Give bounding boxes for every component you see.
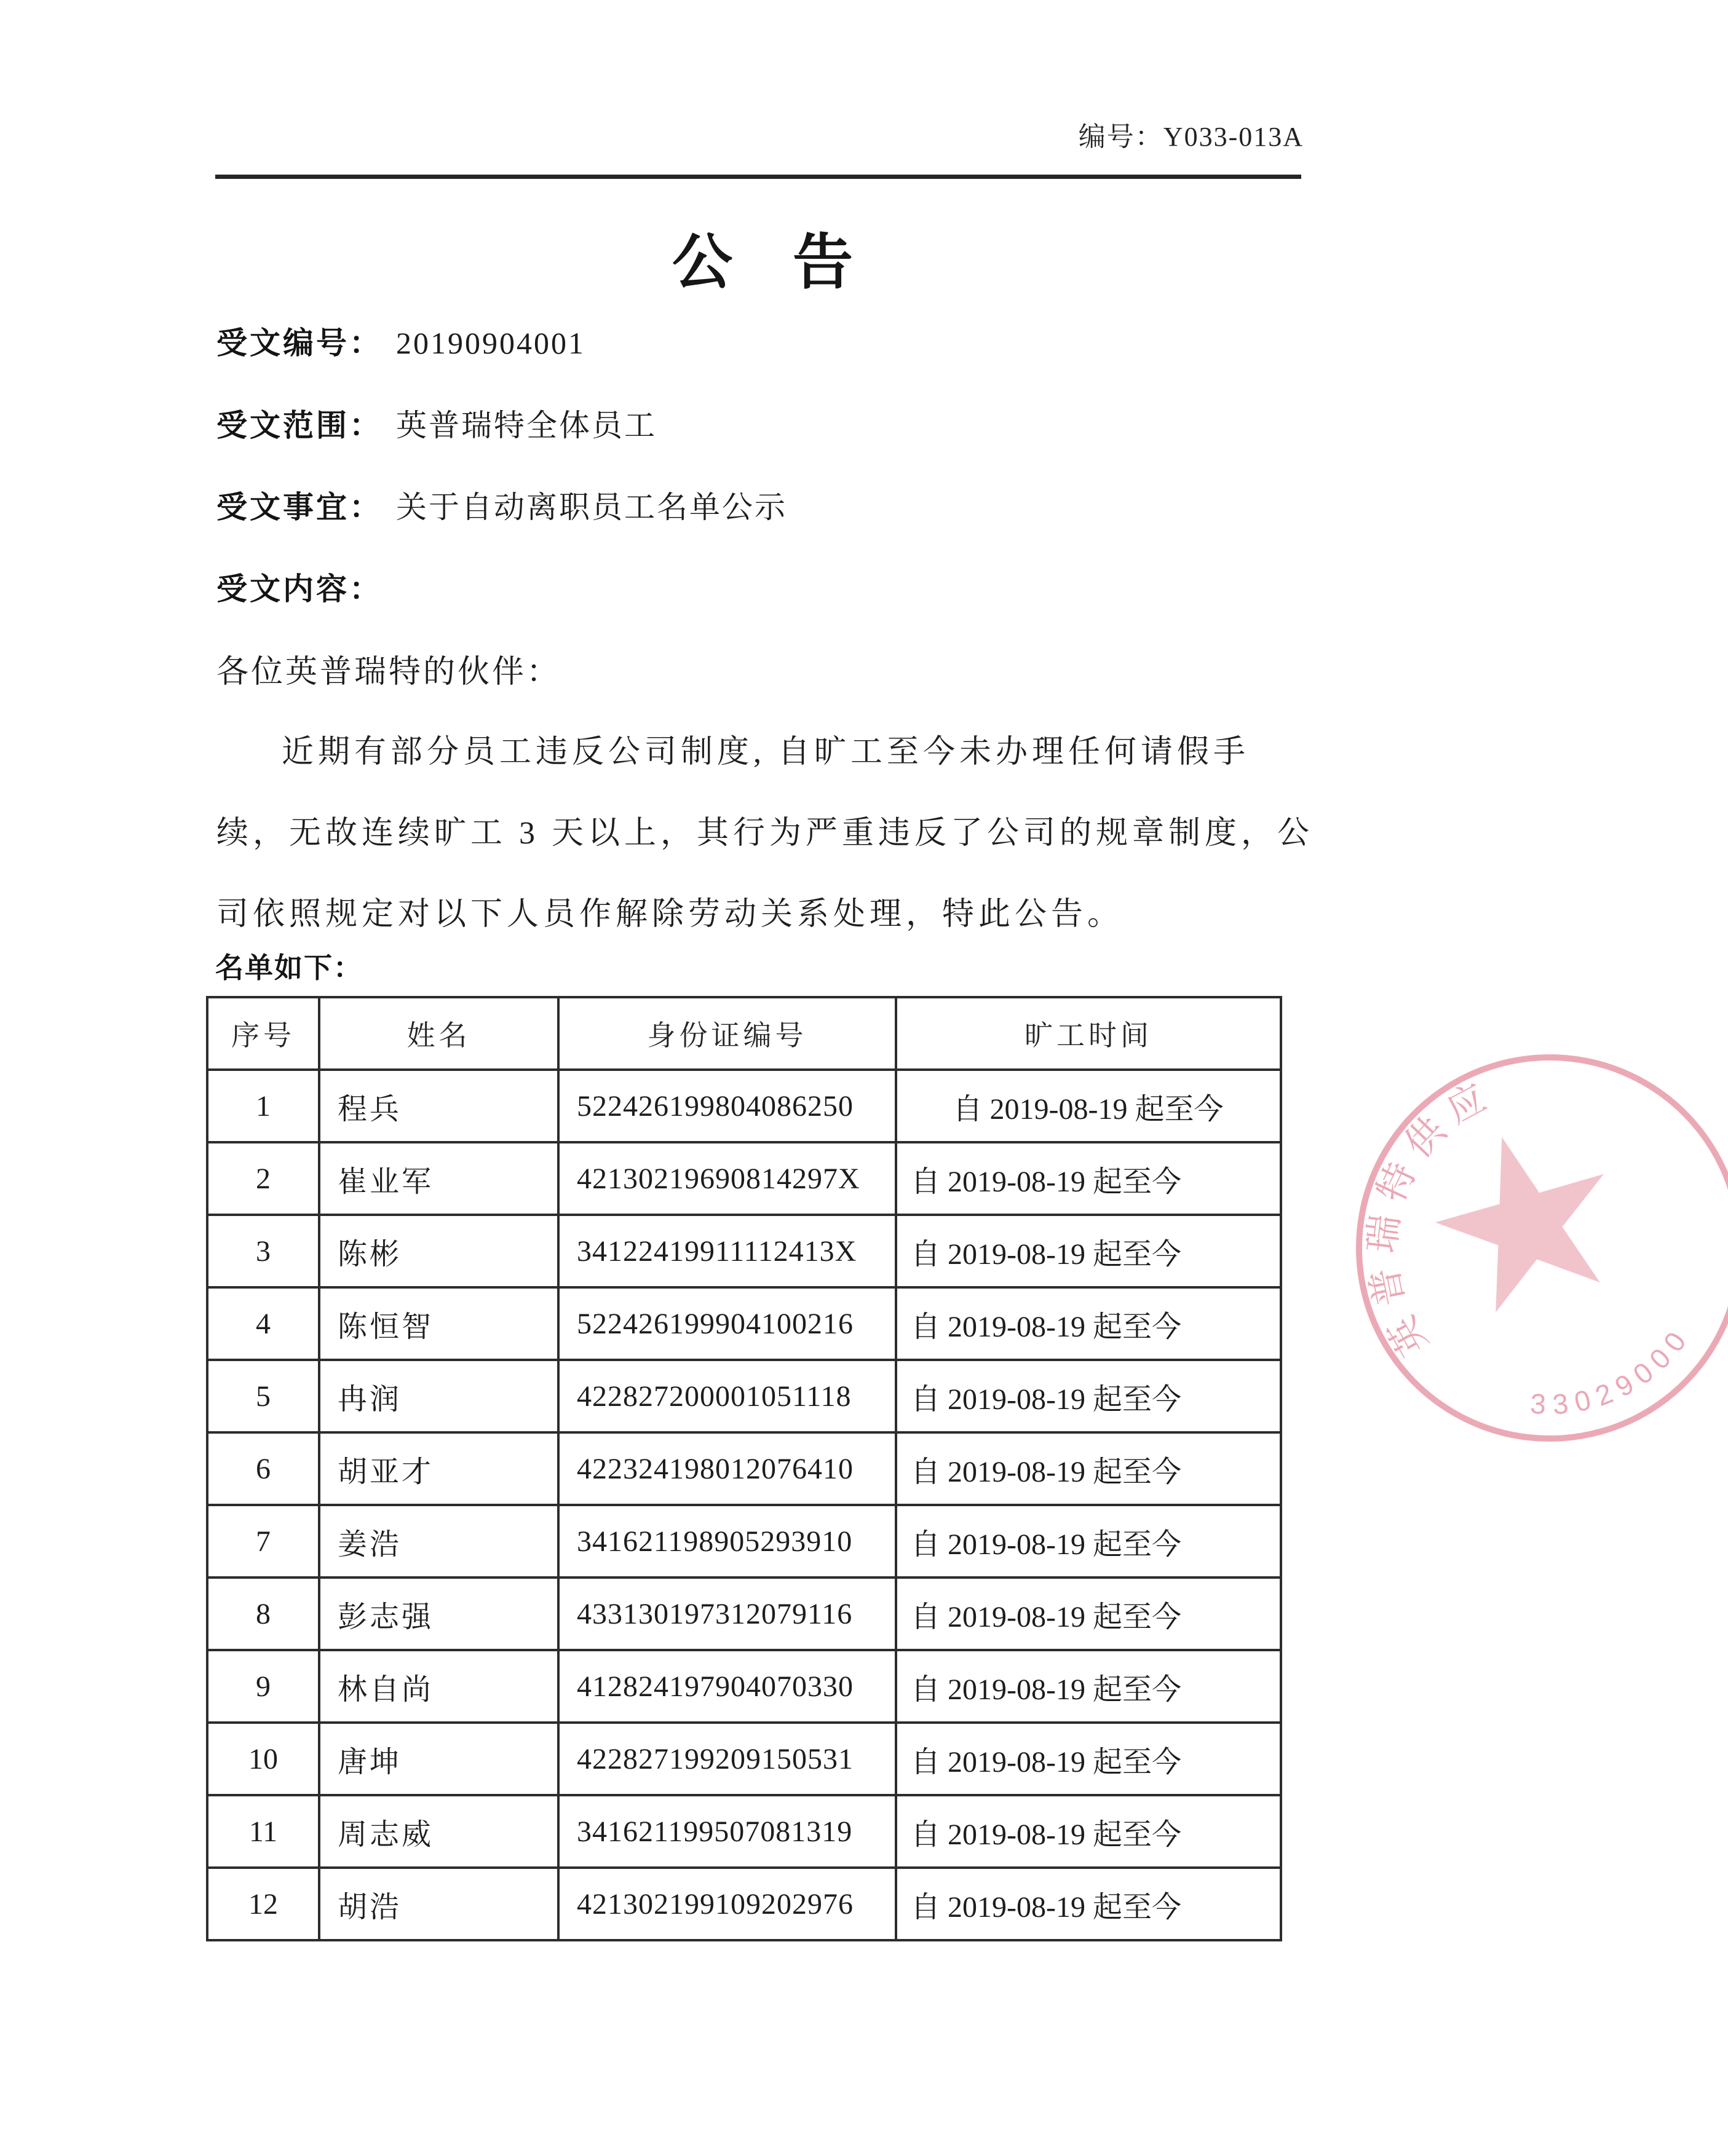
cell-name: 陈彬: [319, 1215, 558, 1287]
field-row-subject: [216, 483, 787, 527]
cell-name: 胡亚才: [319, 1432, 558, 1505]
cell-absence-period: 自 2019-08-19 起至今: [896, 1723, 1281, 1795]
header-divider-line: [215, 175, 1301, 179]
list-label: 名单如下：: [215, 952, 363, 984]
cell-serial: 2: [207, 1142, 319, 1215]
cell-id-number: 422827200001051118: [558, 1360, 896, 1432]
table-row: [207, 1868, 1281, 1940]
field-label: 受文编号：: [216, 326, 382, 360]
cell-id-number: 422827199209150531: [558, 1723, 896, 1795]
doc-ref-number: 编号：Y033-013A: [1078, 122, 1304, 152]
body-paragraph-line: 司依照规定对以下人员作解除劳动关系处理，特此公告。: [216, 897, 1124, 932]
field-row-doc-number: [216, 318, 585, 363]
cell-absence-period: 自 2019-08-19 起至今: [896, 1142, 1281, 1215]
field-row-content: [216, 564, 396, 609]
field-label: 受文事宜：: [216, 490, 382, 524]
cell-name: 彭志强: [319, 1578, 558, 1650]
page-title: 公 告: [672, 230, 853, 296]
table-row: [207, 1723, 1281, 1795]
cell-id-number: 412824197904070330: [558, 1650, 896, 1723]
column-header-id-number: 身份证编号: [558, 997, 896, 1070]
cell-absence-period: 自 2019-08-19 起至今: [896, 1360, 1281, 1432]
table-row: [207, 1578, 1281, 1650]
field-row-scope: [216, 401, 657, 445]
body-paragraph-line: 近期有部分员工违反公司制度, 自旷工至今未办理任何请假手: [282, 735, 1250, 770]
field-label: 受文范围：: [216, 408, 382, 443]
column-header-name: 姓名: [319, 997, 558, 1070]
cell-serial: 3: [207, 1215, 319, 1287]
table-row: [207, 1142, 1281, 1215]
seal-graphic: [1322, 1039, 1728, 1469]
cell-serial: 7: [207, 1505, 319, 1578]
cell-serial: 12: [207, 1868, 319, 1940]
cell-absence-period: 自 2019-08-19 起至今: [896, 1287, 1281, 1360]
seal-ring: [1322, 1039, 1728, 1469]
cell-name: 林自尚: [319, 1650, 558, 1723]
cell-absence-period: 自 2019-08-19 起至今: [896, 1795, 1281, 1868]
cell-name: 姜浩: [319, 1505, 558, 1578]
absence-table: [206, 996, 1282, 1941]
cell-name: 冉润: [319, 1360, 558, 1432]
cell-id-number: 341621198905293910: [558, 1505, 896, 1578]
table-row: [207, 1360, 1281, 1432]
cell-absence-period: 自 2019-08-19 起至今: [896, 1650, 1281, 1723]
cell-absence-period: 自 2019-08-19 起至今: [896, 1070, 1281, 1142]
field-label: 受文内容：: [216, 572, 382, 606]
table-header-row: [207, 997, 1281, 1070]
table-row: [207, 1432, 1281, 1505]
cell-id-number: 522426199904100216: [558, 1287, 896, 1360]
cell-serial: 6: [207, 1432, 319, 1505]
cell-id-number: 42130219690814297X: [558, 1142, 896, 1215]
table-row: [207, 1505, 1281, 1578]
cell-serial: 1: [207, 1070, 319, 1142]
company-seal-stamp: [1322, 1039, 1728, 1469]
cell-serial: 8: [207, 1578, 319, 1650]
table-row: [207, 1215, 1281, 1287]
cell-absence-period: 自 2019-08-19 起至今: [896, 1215, 1281, 1287]
table-row: [207, 1650, 1281, 1723]
field-value: 20190904001: [396, 326, 585, 360]
cell-id-number: 433130197312079116: [558, 1578, 896, 1650]
cell-name: 陈恒智: [319, 1287, 558, 1360]
cell-absence-period: 自 2019-08-19 起至今: [896, 1868, 1281, 1940]
seal-number: 33029000: [1529, 1319, 1697, 1421]
table-row: [207, 1795, 1281, 1868]
field-value: 英普瑞特全体员工: [396, 408, 657, 443]
cell-serial: 5: [207, 1360, 319, 1432]
table-row: [207, 1287, 1281, 1360]
cell-absence-period: 自 2019-08-19 起至今: [896, 1505, 1281, 1578]
cell-id-number: 422324198012076410: [558, 1432, 896, 1505]
cell-name: 唐坤: [319, 1723, 558, 1795]
field-value: 关于自动离职员工名单公示: [396, 490, 787, 524]
cell-serial: 11: [207, 1795, 319, 1868]
cell-name: 崔业军: [319, 1142, 558, 1215]
cell-name: 周志威: [319, 1795, 558, 1868]
cell-name: 胡浩: [319, 1868, 558, 1940]
cell-serial: 9: [207, 1650, 319, 1723]
seal-star: [1417, 1113, 1632, 1322]
cell-serial: 10: [207, 1723, 319, 1795]
cell-absence-period: 自 2019-08-19 起至今: [896, 1432, 1281, 1505]
column-header-serial: 序号: [207, 997, 319, 1070]
seal-arc-text: 英普瑞特供应: [1361, 1072, 1504, 1363]
table-row: [207, 1070, 1281, 1142]
cell-id-number: 522426199804086250: [558, 1070, 896, 1142]
column-header-absence-period: 旷工时间: [896, 997, 1281, 1070]
cell-name: 程兵: [319, 1070, 558, 1142]
cell-serial: 4: [207, 1287, 319, 1360]
cell-id-number: 34122419911112413X: [558, 1215, 896, 1287]
cell-absence-period: 自 2019-08-19 起至今: [896, 1578, 1281, 1650]
body-paragraph-line: 续，无故连续旷工 3 天以上，其行为严重违反了公司的规章制度，公: [216, 816, 1314, 851]
cell-id-number: 421302199109202976: [558, 1868, 896, 1940]
salutation: 各位英普瑞特的伙伴：: [216, 655, 561, 690]
cell-id-number: 341621199507081319: [558, 1795, 896, 1868]
